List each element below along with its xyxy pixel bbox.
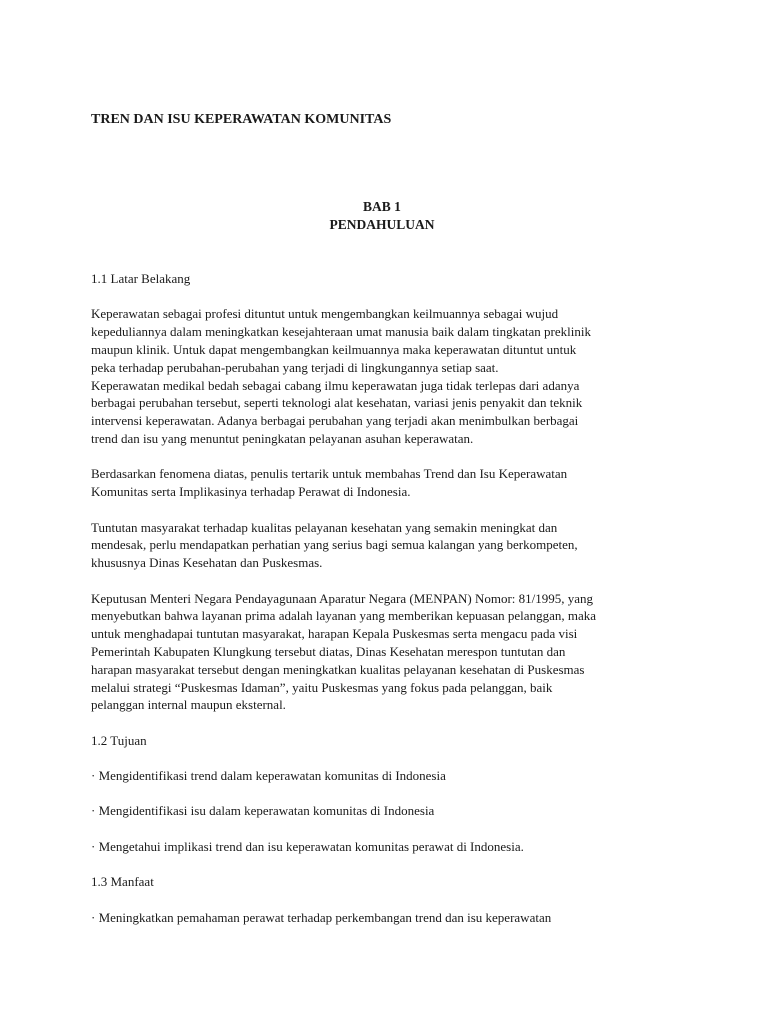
text-line: maupun klinik. Untuk dapat mengembangkan keilmuannya maka keperawatan dituntut untuk: [91, 341, 577, 357]
text-line: intervensi keperawatan. Adanya berbagai perubahan yang terjadi akan menimbulkan berbagai: [91, 413, 579, 429]
document-page: [91, 0, 681, 1024]
text-line: Berdasarkan fenomena diatas, penulis tertarik untuk membahas Trend dan Isu Keperawatan: [91, 466, 568, 482]
text-line: Keperawatan medikal bedah sebagai cabang ilmu keperawatan juga tidak terlepas dari adanya: [91, 377, 580, 393]
chapter-title: PENDAHULUAN: [329, 217, 435, 232]
paragraph-latar-belakang-4: [91, 519, 681, 572]
text-line: khususnya Dinas Kesehatan dan Puskesmas.: [91, 555, 323, 571]
text-line: kepeduliannya dalam meningkatkan kesejahteraan umat manusia baik dalam tingkatan preklinik: [91, 324, 591, 340]
text-line: trend dan isu yang menuntut peningkatan pelayanan asuhan keperawatan.: [91, 430, 474, 446]
chapter-heading: [91, 198, 673, 234]
list-item: · Meningkatkan pemahaman perawat terhadap perkembangan trend dan isu keperawatan: [91, 909, 552, 925]
text-line: mendesak, perlu mendapatkan perhatian yang serius bagi semua kalangan yang berkompeten,: [91, 537, 578, 553]
paragraph-latar-belakang-5: [91, 590, 681, 715]
text-line: Tuntutan masyarakat terhadap kualitas pelayanan kesehatan yang semakin meningkat dan: [91, 519, 558, 535]
text-line: berbagai perubahan tersebut, seperti teknologi alat kesehatan, variasi jenis penyakit dan teknik: [91, 395, 583, 411]
text-line: Keperawatan sebagai profesi dituntut untuk mengembangkan keilmuannya sebagai wujud: [91, 306, 559, 322]
list-item: · Mengidentifikasi isu dalam keperawatan komunitas di Indonesia: [91, 803, 435, 819]
text-line: melalui strategi “Puskesmas Idaman”, yaitu Puskesmas yang fokus pada pelanggan, baik: [91, 679, 553, 695]
paragraph-latar-belakang-1: [91, 305, 681, 376]
section-heading-1-1: 1.1 Latar Belakang: [91, 271, 191, 286]
chapter-number: BAB 1: [363, 199, 401, 214]
document-body: [91, 270, 681, 944]
list-item: · Mengetahui implikasi trend dan isu keperawatan komunitas perawat di Indonesia.: [91, 838, 524, 854]
text-line: Komunitas serta Implikasinya terhadap Perawat di Indonesia.: [91, 484, 411, 500]
section-heading-1-2: 1.2 Tujuan: [91, 732, 147, 748]
list-item: · Mengidentifikasi trend dalam keperawatan komunitas di Indonesia: [91, 768, 446, 784]
document-title: TREN DAN ISU KEPERAWATAN KOMUNITAS: [91, 112, 392, 127]
text-line: harapan masyarakat tersebut dengan meningkatkan kualitas pelayanan kesehatan di Puskesmas: [91, 661, 585, 677]
section-heading-1-3: 1.3 Manfaat: [91, 874, 154, 890]
text-line: peka terhadap perubahan-perubahan yang terjadi di lingkungannya setiap saat.: [91, 359, 499, 375]
text-line: menyebutkan bahwa layanan prima adalah layanan yang memberikan kepuasan pelanggan, maka: [91, 608, 596, 624]
paragraph-latar-belakang-2: [91, 377, 681, 448]
text-line: pelanggan internal maupun eksternal.: [91, 697, 286, 713]
paragraph-latar-belakang-3: [91, 465, 681, 501]
text-line: Keputusan Menteri Negara Pendayagunaan Aparatur Negara (MENPAN) Nomor: 81/1995, yang: [91, 590, 594, 606]
text-line: untuk menghadapai tuntutan masyarakat, harapan Kepala Puskesmas serta mengacu pada visi: [91, 626, 578, 642]
text-line: Pemerintah Kabupaten Klungkung tersebut diatas, Dinas Kesehatan merespon tuntutan dan: [91, 643, 566, 659]
